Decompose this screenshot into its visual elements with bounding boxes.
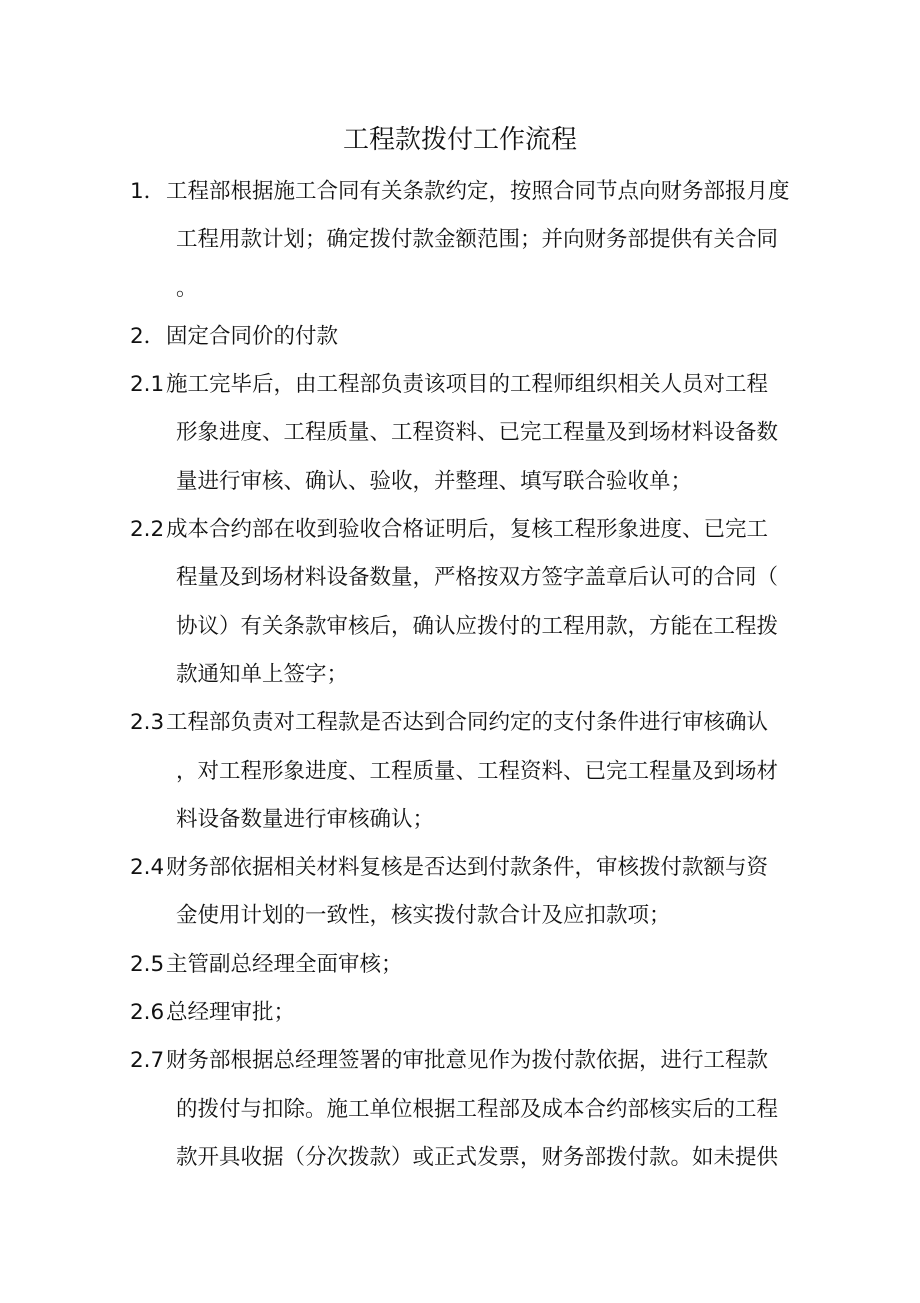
- item-continuation-line: [130, 216, 810, 264]
- item-text: 金使用计划的一致性，核实拨付款合计及应扣款项；: [176, 903, 671, 929]
- item-text: 程量及到场材料设备数量，严格按双方签字盖章后认可的合同（: [176, 565, 779, 591]
- item-number: 2.3: [130, 710, 165, 736]
- item-text: 形象进度、工程质量、工程资料、已完工程量及到场材料设备数: [176, 420, 779, 446]
- item-text: 的拨付与扣除。施工单位根据工程部及成本合约部核实后的工程: [176, 1096, 779, 1122]
- item-text: 成本合约部在收到验收合格证明后，复核工程形象进度、已完工: [166, 517, 769, 543]
- item-continuation-line: [130, 409, 810, 457]
- item-first-line: [130, 844, 810, 892]
- item-number: 2.5: [130, 951, 165, 977]
- item-text: 协议）有关条款审核后，确认应拨付的工程用款，方能在工程拨: [176, 613, 779, 639]
- item-first-line: [130, 361, 810, 409]
- item-number: 2.1: [130, 372, 165, 398]
- item-text: 工程部根据施工合同有关条款约定，按照合同节点向财务部报月度: [166, 179, 790, 204]
- list-item: [130, 506, 810, 699]
- document-title: 工程款拨付工作流程: [342, 125, 577, 155]
- document-body: [130, 168, 810, 1182]
- item-text: 施工完毕后，由工程部负责该项目的工程师组织相关人员对工程: [166, 372, 769, 398]
- item-first-line: [130, 313, 810, 361]
- item-first-line: [130, 506, 810, 554]
- item-number: 1．: [130, 179, 166, 204]
- item-number: 2.4: [130, 855, 165, 881]
- item-first-line: [130, 941, 810, 989]
- item-text: 财务部根据总经理签署的审批意见作为拨付款依据，进行工程款: [166, 1048, 769, 1074]
- item-continuation-line: [130, 265, 810, 313]
- item-continuation-line: [130, 748, 810, 796]
- item-continuation-line: [130, 458, 810, 506]
- list-item: [130, 313, 810, 361]
- item-first-line: [130, 989, 810, 1037]
- list-item: [130, 361, 810, 506]
- item-number: 2．: [130, 323, 166, 349]
- item-continuation-line: [130, 892, 810, 940]
- item-continuation-line: [130, 796, 810, 844]
- list-item: [130, 844, 810, 941]
- list-item: [130, 699, 810, 844]
- item-text: 固定合同价的付款: [166, 323, 339, 349]
- list-item: [130, 941, 810, 989]
- item-text: 总经理审批；: [166, 1000, 296, 1026]
- item-text: ，对工程形象进度、工程质量、工程资料、已完工程量及到场材: [176, 758, 779, 784]
- item-continuation-line: [130, 651, 810, 699]
- list-item: [130, 1037, 810, 1182]
- item-text: 款开具收据（分次拨款）或正式发票，财务部拨付款。如未提供: [176, 1144, 779, 1170]
- item-number: 2.6: [130, 1000, 165, 1026]
- item-number: 2.7: [130, 1048, 165, 1074]
- item-continuation-line: [130, 603, 810, 651]
- item-continuation-line: [130, 1086, 810, 1134]
- item-text: 工程部负责对工程款是否达到合同约定的支付条件进行审核确认: [166, 710, 769, 736]
- item-continuation-line: [130, 1134, 810, 1182]
- item-text: 料设备数量进行审核确认；: [176, 806, 435, 832]
- item-first-line: [130, 1037, 810, 1085]
- item-text: 款通知单上签字；: [176, 661, 349, 687]
- item-text: 财务部依据相关材料复核是否达到付款条件，审核拨付款额与资: [166, 855, 769, 881]
- item-text: 。: [176, 275, 198, 301]
- item-continuation-line: [130, 554, 810, 602]
- item-number: 2.2: [130, 517, 165, 543]
- list-item: [130, 989, 810, 1037]
- item-first-line: [130, 699, 810, 747]
- item-text: 主管副总经理全面审核；: [166, 951, 403, 977]
- item-text: 工程用款计划；确定拨付款金额范围；并向财务部提供有关合同: [176, 227, 779, 253]
- list-item: [130, 168, 810, 313]
- item-text: 量进行审核、确认、验收，并整理、填写联合验收单；: [176, 468, 693, 494]
- item-first-line: [130, 168, 810, 216]
